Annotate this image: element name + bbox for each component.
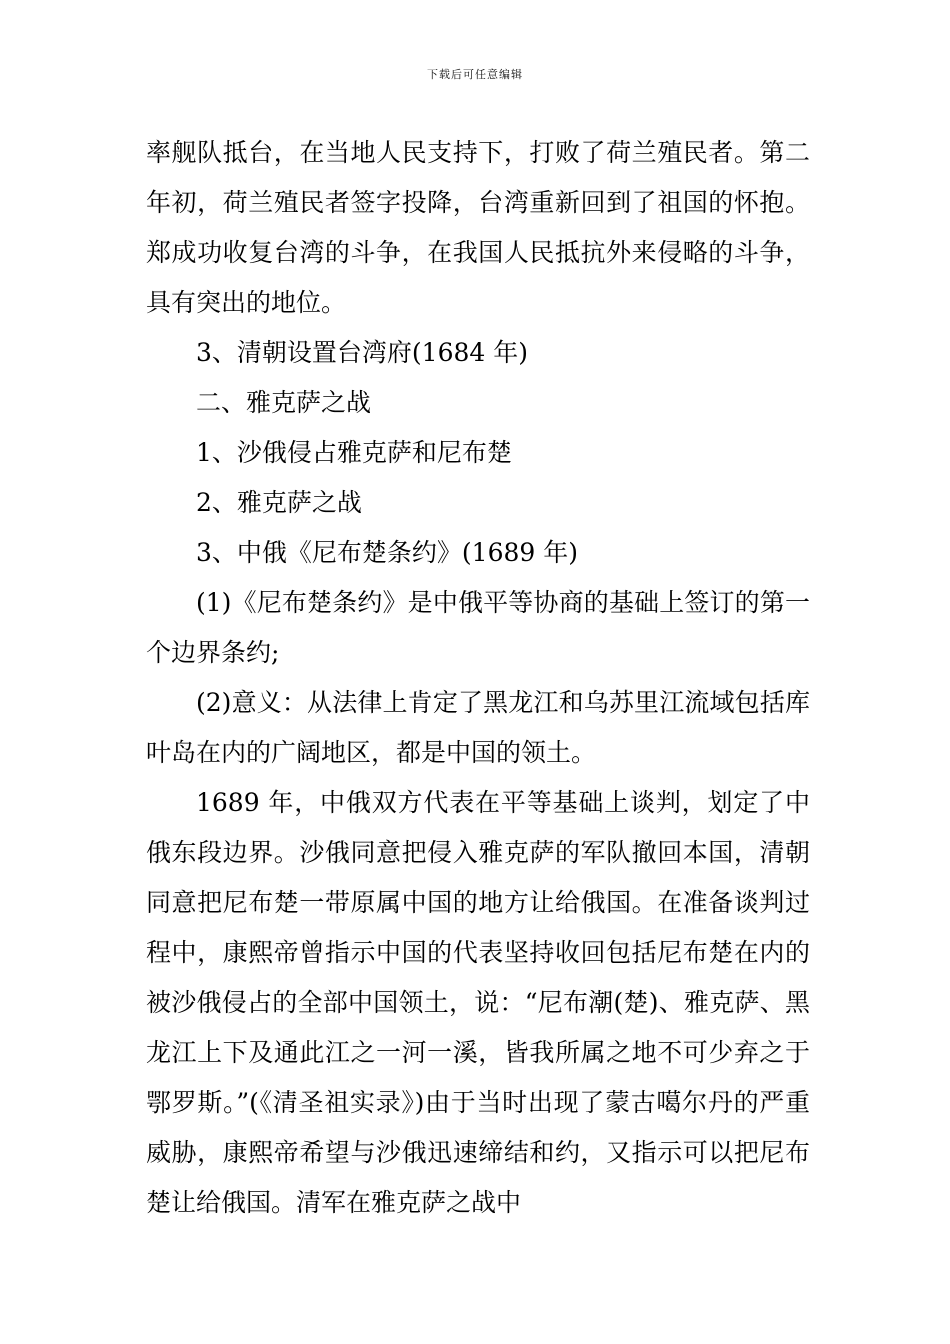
list-item-taiwan-prefecture: 3、清朝设置台湾府(1684 年) [196,338,528,367]
treaty-point-2: (2)意义：从法律上肯定了黑龙江和乌苏里江流域包括库叶岛在内的广阔地区，都是中国的领土。 [146,688,810,767]
section-heading-yaksa: 二、雅克萨之战 [196,388,372,417]
paragraph-1689-negotiation: 1689 年，中俄双方代表在平等基础上谈判，划定了中俄东段边界。沙俄同意把侵入雅克萨的军队撤回本国，清朝同意把尼布楚一带原属中国的地方让给俄国。在准备谈判过程中，康熙帝曾指示中国的代表坚持收回包括尼布楚在内的被沙俄侵占的全部中国领土，说：“尼布潮(楚)、雅克萨、黑龙江上下及通此江之一河一溪，皆我所属之地不可少弃之于鄂罗斯。”(《清圣祖实录》)由于当时出现了蒙古噶尔丹的严重威胁，康熙帝希望与沙俄迅速缔结和约，又指示可以把尼布楚让给俄国。清军在雅克萨之战中 [146,788,810,1217]
document-body [146,128,810,1228]
page-header-note: 下载后可任意编辑 [427,68,523,81]
list-item-russian-occupation: 1、沙俄侵占雅克萨和尼布楚 [196,438,512,467]
list-item-battle-of-yaksa: 2、雅克萨之战 [196,488,362,517]
paragraph-continuation: 率舰队抵台，在当地人民支持下，打败了荷兰殖民者。第二年初，荷兰殖民者签字投降，台湾重新回到了祖国的怀抱。郑成功收复台湾的斗争，在我国人民抵抗外来侵略的斗争，具有突出的地位。 [146,138,810,317]
treaty-point-1: (1)《尼布楚条约》是中俄平等协商的基础上签订的第一个边界条约; [146,588,810,667]
list-item-treaty-of-nerchinsk: 3、中俄《尼布楚条约》(1689 年) [196,538,578,567]
